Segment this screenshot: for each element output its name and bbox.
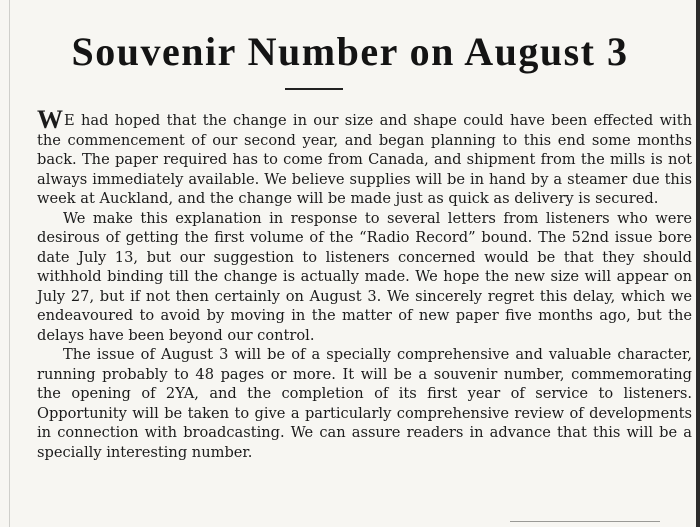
bottom-divider xyxy=(510,521,660,522)
article-body xyxy=(37,105,692,462)
article-title: Souvenir Number on August 3 xyxy=(71,29,629,74)
page-edge-right xyxy=(696,0,700,527)
paragraph-2: We make this explanation in response to several letters from listeners who were desirous of getting the first volume of the “Radio Record” bound. The 52nd issue bore date July 13, but our suggestion to listeners concerned would be that they should withhold binding till the change is actually made. We hope the new size will appear on July 27, but if not then certainly on August 3. We sincerely regret this delay, which we endeavoured to avoid by moving in the matter of new paper five months ago, but the delays have been beyond our control. xyxy=(37,209,692,344)
page-edge-left xyxy=(9,0,10,527)
paragraph-1-text: E had hoped that the change in our size and shape could have been effected with the commencement of our second year, and began planning to this end some months back. The paper required has to come from Canada, and shipment from the mills is not always immediately available. We believe supplies will be in hand by a steamer due this week at Auckland, and the change will be made just as quick as delivery is secured. xyxy=(37,112,692,207)
drop-cap: W xyxy=(37,105,63,134)
title-divider xyxy=(285,88,343,90)
paragraph-1 xyxy=(37,105,692,209)
paragraph-3: The issue of August 3 will be of a specially comprehensive and valuable character, running probably to 48 pages or more. It will be a souvenir number, commemorating the opening of 2YA, and the completion of its first year of service to listeners. Opportunity will be taken to give a particularly comprehensive review of developments in connection with broadcasting. We can assure readers in advance that this will be a specially interesting number. xyxy=(37,346,692,461)
